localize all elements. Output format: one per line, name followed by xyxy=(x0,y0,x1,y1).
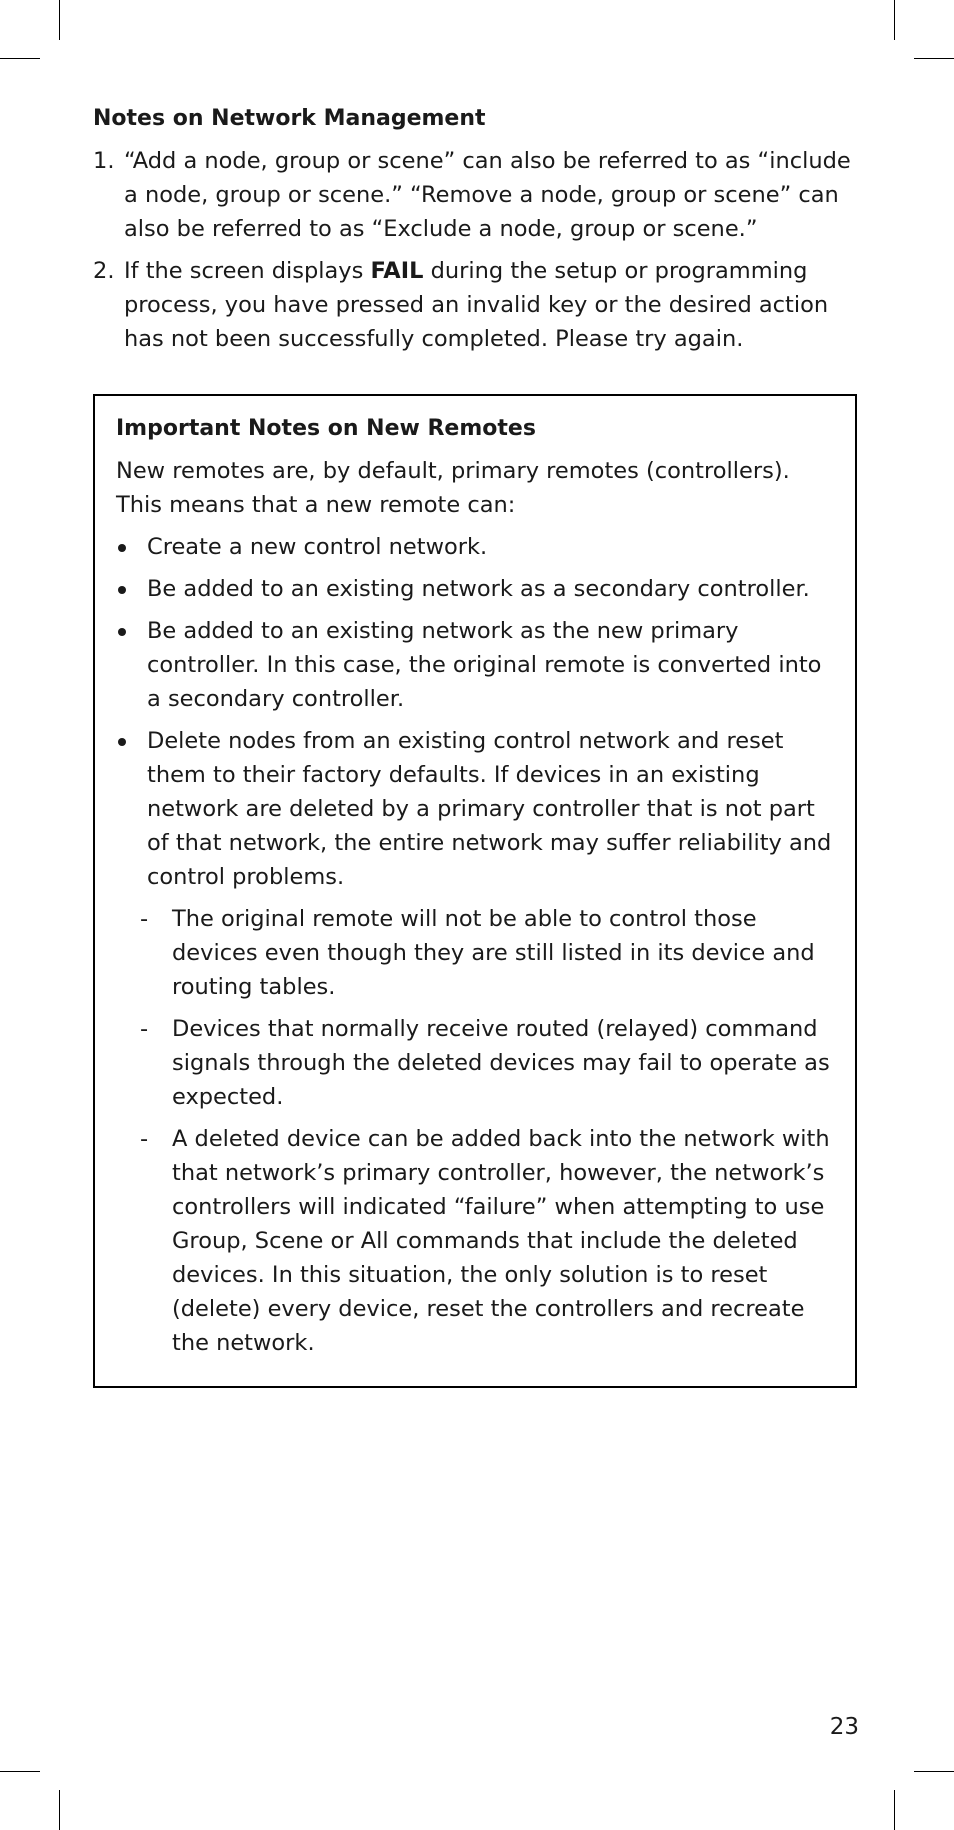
crop-mark-top-right-horizontal xyxy=(914,58,954,59)
page-number: 23 xyxy=(829,1714,859,1740)
crop-mark-top-left-horizontal xyxy=(0,58,40,59)
new-remotes-intro: New remotes are, by default, primary remotes (controllers). This means that a new remote can: xyxy=(116,458,790,518)
note-text-after: during the setup or programming process, you have pressed an invalid key or the desired action has not been successfully completed. Please try again. xyxy=(124,258,829,352)
note-number: 1. xyxy=(93,148,115,174)
sub-item-list xyxy=(116,902,835,1360)
new-remotes-bullet-list xyxy=(116,530,835,894)
sub-item xyxy=(116,1012,835,1114)
note-text: “Add a node, group or scene” can also be referred to as “include a node, group or scene.” “Remove a node, group or scene” can also be referred to as “Exclude a node, group or scene.” xyxy=(124,148,851,242)
bullet-text: Delete nodes from an existing control network and reset them to their factory defaults. If devices in an existing network are deleted by a primary controller that is not part of that network, the entire network may suffer reliability and control problems. xyxy=(147,728,832,890)
dash-marker: - xyxy=(140,1016,149,1042)
crop-mark-bottom-right-horizontal xyxy=(914,1771,954,1772)
network-note-item xyxy=(93,254,863,356)
dash-marker: - xyxy=(140,906,149,932)
crop-mark-bottom-left-horizontal xyxy=(0,1771,40,1772)
sub-item-text: A deleted device can be added back into the network with that network’s primary controller, however, the network’s controllers will indicated “failure” when attempting to use Group, Scene or All commands that include the deleted devices. In this situation, the only solution is to reset (delete) every device, reset the controllers and recreate the network. xyxy=(172,1126,830,1356)
bullet-dot-icon xyxy=(118,738,126,746)
crop-mark-bottom-right-vertical xyxy=(894,1790,895,1830)
bullet-text: Be added to an existing network as the new primary controller. In this case, the original remote is converted into a secondary controller. xyxy=(147,618,822,712)
network-note-item xyxy=(93,144,863,246)
crop-mark-bottom-left-vertical xyxy=(59,1790,60,1830)
sub-item-text: The original remote will not be able to control those devices even though they are still listed in its device and routing tables. xyxy=(172,906,815,1000)
note-emphasis-fail: FAIL xyxy=(370,258,424,284)
crop-mark-top-right-vertical xyxy=(894,0,895,40)
note-text-before: If the screen displays xyxy=(124,258,371,284)
network-notes-heading: Notes on Network Management xyxy=(93,106,486,131)
sub-item-text: Devices that normally receive routed (relayed) command signals through the deleted devices may fail to operate as expected. xyxy=(172,1016,830,1110)
sub-item xyxy=(116,902,835,1004)
new-remotes-title: Important Notes on New Remotes xyxy=(116,416,536,441)
network-notes-list xyxy=(93,144,863,356)
bullet-item xyxy=(116,724,835,894)
bullet-dot-icon xyxy=(118,628,126,636)
sub-item xyxy=(116,1122,835,1360)
network-notes-section xyxy=(93,104,863,364)
bullet-dot-icon xyxy=(118,586,126,594)
bullet-dot-icon xyxy=(118,544,126,552)
note-number: 2. xyxy=(93,258,115,284)
bullet-text: Be added to an existing network as a secondary controller. xyxy=(147,576,810,602)
new-remotes-notice-box xyxy=(93,394,857,1388)
bullet-text: Create a new control network. xyxy=(147,534,488,560)
crop-mark-top-left-vertical xyxy=(59,0,60,40)
bullet-item xyxy=(116,572,835,606)
bullet-item xyxy=(116,530,835,564)
dash-marker: - xyxy=(140,1126,149,1152)
bullet-item xyxy=(116,614,835,716)
